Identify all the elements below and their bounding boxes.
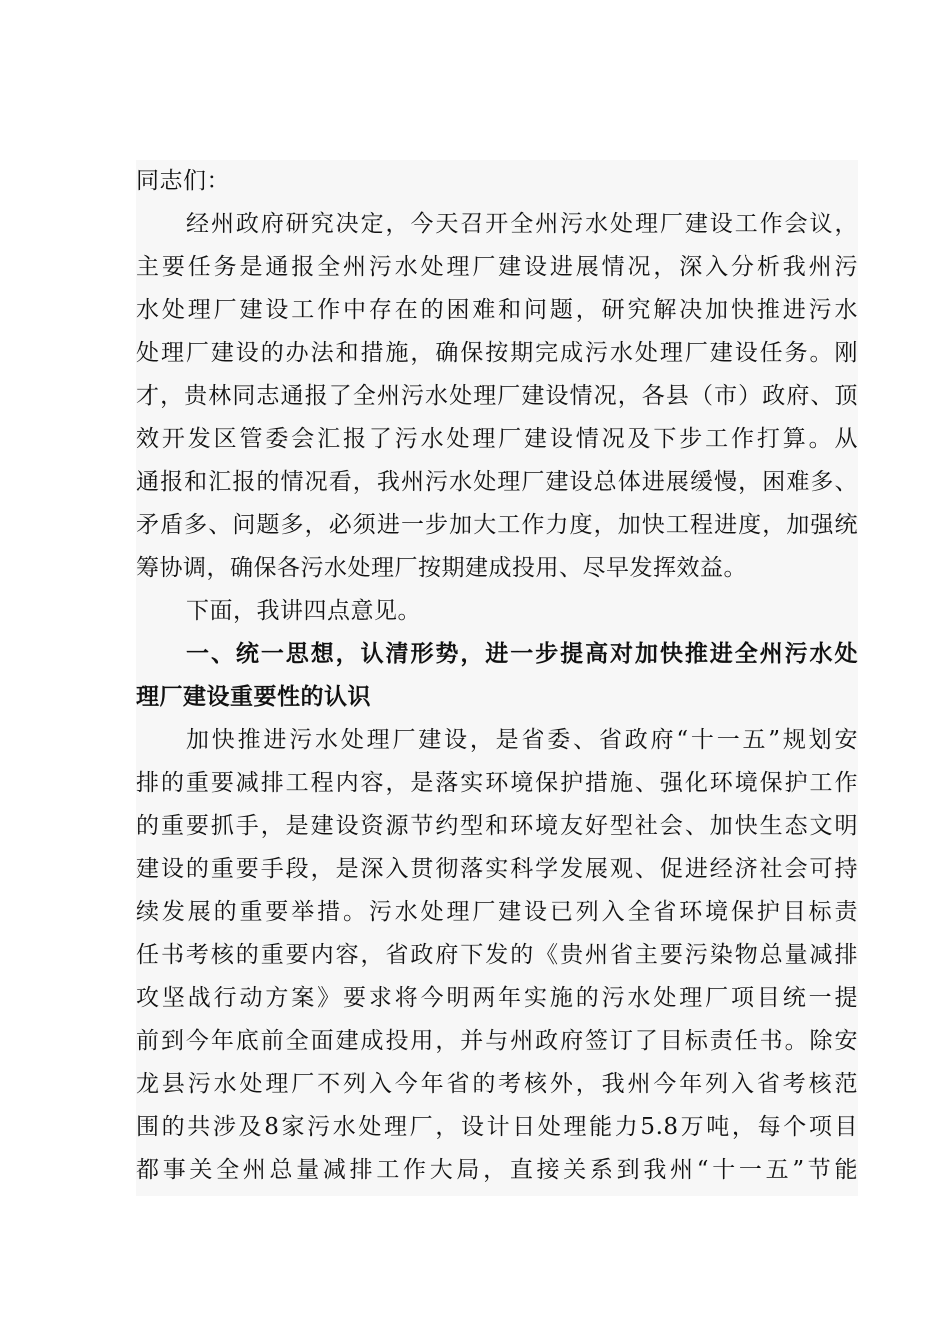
text-line: 通报和汇报的情况看，我州污水处理厂建设总体进展缓慢，困难多、 xyxy=(136,469,858,495)
text-line: 下面，我讲四点意见。 xyxy=(186,598,421,624)
text-line: 攻坚战行动方案》要求将今明两年实施的污水处理厂项目统一提 xyxy=(136,985,858,1011)
text-line: 龙县污水处理厂不列入今年省的考核外，我州今年列入省考核范 xyxy=(136,1071,858,1097)
text-line: 水处理厂建设工作中存在的困难和问题，研究解决加快推进污水 xyxy=(136,297,858,323)
text-line: 筹协调，确保各污水处理厂按期建成投用、尽早发挥效益。 xyxy=(136,555,747,581)
text-line: 处理厂建设的办法和措施，确保按期完成污水处理厂建设任务。刚 xyxy=(136,340,858,366)
text-line: 才，贵林同志通报了全州污水处理厂建设情况，各县（市）政府、顶 xyxy=(136,383,858,409)
paragraph-transition xyxy=(136,590,858,633)
text-line: 任书考核的重要内容，省政府下发的《贵州省主要污染物总量减排 xyxy=(136,942,858,968)
text-line: 矛盾多、问题多，必须进一步加大工作力度，加快工程进度，加强统 xyxy=(136,512,858,538)
paragraph-opening xyxy=(136,203,858,590)
text-line: 效开发区管委会汇报了污水处理厂建设情况及下步工作打算。从 xyxy=(136,426,858,452)
text-line: 前到今年底前全面建成投用，并与州政府签订了目标责任书。除安 xyxy=(136,1028,858,1054)
section-heading xyxy=(136,633,858,719)
heading-line: 一、统一思想，认清形势，进一步提高对加快推进全州污水处 xyxy=(186,641,858,667)
text-line: 续发展的重要举措。污水处理厂建设已列入全省环境保护目标责 xyxy=(136,899,858,925)
heading-line: 理厂建设重要性的认识 xyxy=(136,684,371,710)
text-line: 都事关全州总量减排工作大局，直接关系到我州“十一五”节能 xyxy=(136,1157,858,1183)
salutation: 同志们： xyxy=(136,168,230,194)
text-line: 主要任务是通报全州污水处理厂建设进展情况，深入分析我州污 xyxy=(136,254,858,280)
paragraph-body xyxy=(136,719,858,1192)
text-line: 加快推进污水处理厂建设，是省委、省政府“十一五”规划安 xyxy=(186,727,858,753)
text-line: 经州政府研究决定，今天召开全州污水处理厂建设工作会议， xyxy=(186,211,858,237)
text-line: 建设的重要手段，是深入贯彻落实科学发展观、促进经济社会可持 xyxy=(136,856,858,882)
text-line: 的重要抓手，是建设资源节约型和环境友好型社会、加快生态文明 xyxy=(136,813,858,839)
document-body xyxy=(136,160,858,1196)
text-line: 排的重要减排工程内容，是落实环境保护措施、强化环境保护工作 xyxy=(136,770,858,796)
text-line: 围的共涉及8家污水处理厂，设计日处理能力5.8万吨，每个项目 xyxy=(136,1114,858,1140)
